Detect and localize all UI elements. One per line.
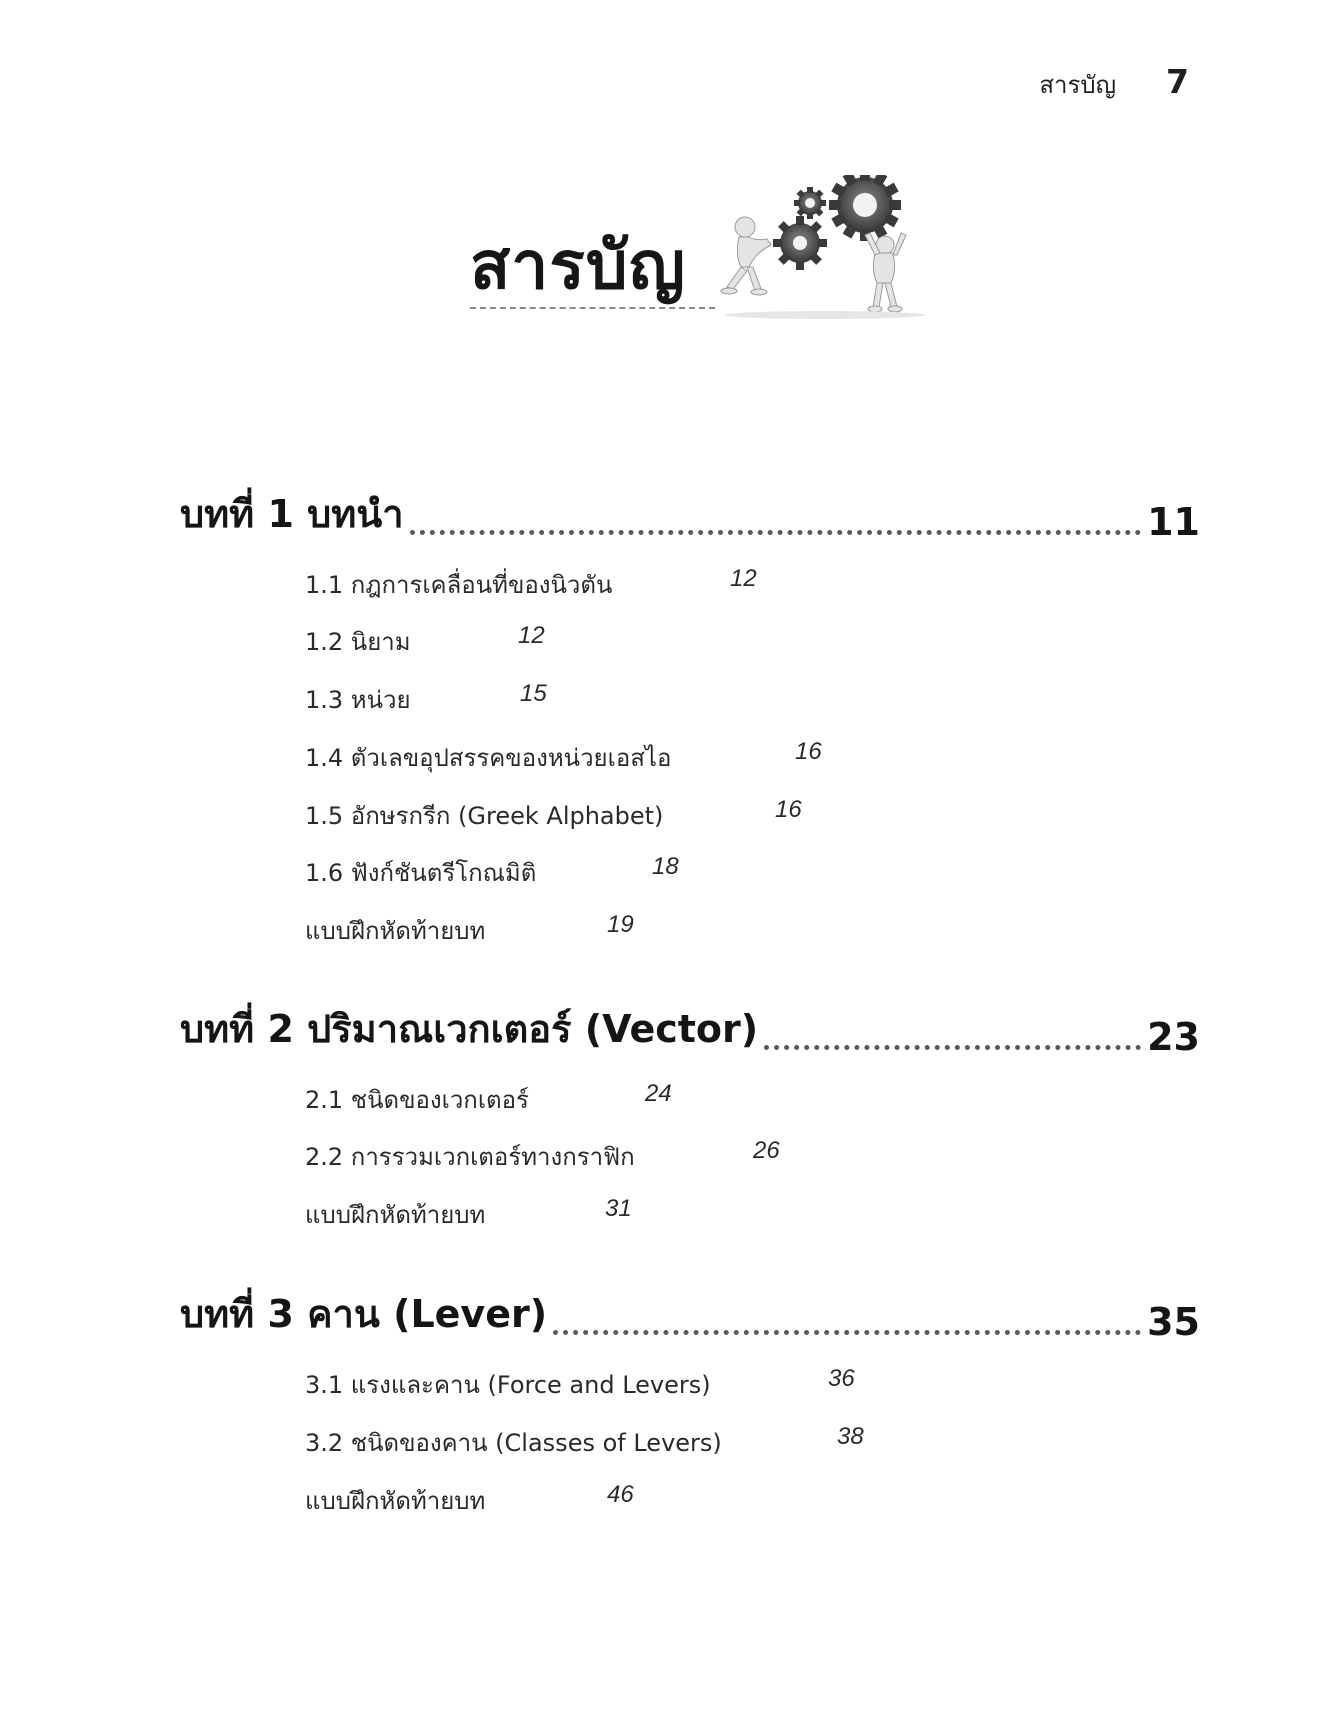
chapter-title: บทที่ 1 บทนำ — [180, 492, 404, 536]
running-title: สารบัญ — [1039, 71, 1117, 99]
entry-title: 1.4 ตัวเลขอุปสรรคของหน่วยเอสไอ — [305, 744, 672, 772]
chapter-page-number: 35 — [1147, 1300, 1200, 1344]
entry-title: 1.3 หน่วย — [305, 686, 411, 714]
entry-title: 1.2 นิยาม — [305, 628, 411, 656]
chapter-title: บทที่ 3 คาน (Lever) — [180, 1292, 548, 1336]
toc-entry[interactable] — [305, 622, 545, 658]
entry-page-number: 19 — [607, 911, 634, 938]
toc-chapter[interactable] — [180, 1003, 1200, 1059]
toc-entry[interactable] — [305, 680, 547, 716]
toc-entry[interactable] — [305, 738, 822, 774]
entry-page-number: 24 — [645, 1080, 672, 1107]
entry-title: 1.1 กฎการเคลื่อนที่ของนิวตัน — [305, 571, 613, 599]
entry-title: 3.2 ชนิดของคาน (Classes of Levers) — [305, 1429, 722, 1457]
toc-entry[interactable] — [305, 1423, 864, 1459]
entry-page-number: 15 — [520, 680, 547, 707]
dot-leader — [764, 1045, 1141, 1050]
chapter-title: บทที่ 2 ปริมาณเวกเตอร์ (Vector) — [180, 1007, 759, 1051]
entry-page-number: 31 — [605, 1195, 632, 1222]
toc-chapter[interactable] — [180, 488, 1200, 544]
entry-page-number: 18 — [652, 853, 679, 880]
entry-title: แบบฝึกหัดท้ายบท — [305, 1487, 486, 1515]
entry-title: แบบฝึกหัดท้ายบท — [305, 917, 486, 945]
chapter-page-number: 11 — [1147, 500, 1200, 544]
page-number: 7 — [1166, 62, 1189, 101]
entry-page-number: 16 — [775, 796, 802, 823]
chapter-page-number: 23 — [1147, 1015, 1200, 1059]
entry-page-number: 26 — [753, 1137, 780, 1164]
dot-leader — [553, 1330, 1141, 1335]
entry-title: 2.1 ชนิดของเวกเตอร์ — [305, 1086, 529, 1114]
entry-page-number: 38 — [837, 1423, 864, 1450]
toc-entry[interactable] — [305, 1195, 632, 1231]
entry-title: 2.2 การรวมเวกเตอร์ทางกราฟิก — [305, 1143, 635, 1171]
dot-leader — [410, 530, 1142, 535]
entry-page-number: 36 — [828, 1365, 855, 1392]
toc-entry[interactable] — [305, 565, 757, 601]
banner-title: สารบัญ — [470, 227, 686, 304]
toc-entry[interactable] — [305, 1481, 634, 1517]
toc-entry[interactable] — [305, 796, 802, 832]
entry-page-number: 16 — [795, 738, 822, 765]
toc-entry[interactable] — [305, 853, 679, 889]
entry-page-number: 12 — [730, 565, 757, 592]
toc-chapter[interactable] — [180, 1288, 1200, 1344]
toc-entry[interactable] — [305, 1365, 855, 1401]
toc-entry[interactable] — [305, 1137, 780, 1173]
toc-entry[interactable] — [305, 911, 634, 947]
entry-title: แบบฝึกหัดท้ายบท — [305, 1201, 486, 1229]
entry-title: 3.1 แรงและคาน (Force and Levers) — [305, 1371, 711, 1399]
entry-title: 1.5 อักษรกรีก (Greek Alphabet) — [305, 802, 664, 830]
entry-title: 1.6 ฟังก์ชันตรีโกณมิติ — [305, 859, 537, 887]
entry-page-number: 46 — [607, 1481, 634, 1508]
entry-page-number: 12 — [518, 622, 545, 649]
toc-entry[interactable] — [305, 1080, 672, 1116]
